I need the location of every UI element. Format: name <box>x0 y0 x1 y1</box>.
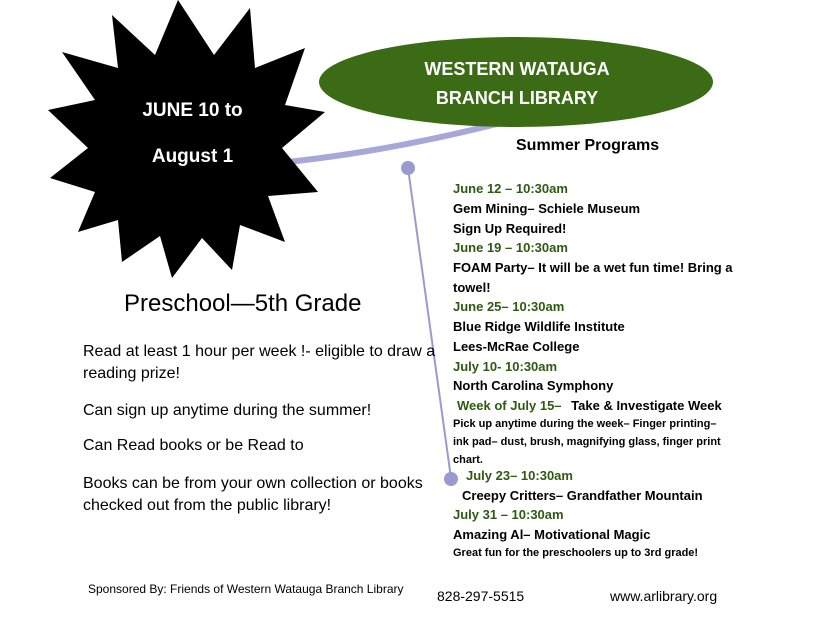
program-line: Blue Ridge Wildlife Institute <box>453 319 625 334</box>
program-date: July 10- 10:30am <box>453 359 558 374</box>
program-line: FOAM Party– It will be a wet fun time! Bring a <box>453 260 733 275</box>
program-date: July 31 – 10:30am <box>453 507 564 522</box>
program-week-header <box>457 398 722 413</box>
rule-reading-hour: Read at least 1 hour per week !- eligible to draw a reading prize! <box>83 343 436 382</box>
grade-heading: Preschool—5th Grade <box>124 290 362 317</box>
program-date: June 12 – 10:30am <box>453 181 568 196</box>
program-title: Take & Investigate Week <box>571 398 722 413</box>
program-line: towel! <box>453 280 491 295</box>
program-date: June 25– 10:30am <box>453 299 565 314</box>
connector-dot-bottom <box>444 472 458 486</box>
connector-dot-top <box>401 161 415 175</box>
program-line: Gem Mining– Schiele Museum <box>453 201 641 216</box>
program-detail: Pick up anytime during the week– Finger printing– <box>453 418 717 430</box>
program-line: Creepy Critters– Grandfather Mountain <box>462 488 703 503</box>
library-name-line2: BRANCH LIBRARY <box>435 88 599 108</box>
program-detail: chart. <box>453 454 483 466</box>
program-line: Amazing Al– Motivational Magic <box>453 527 651 542</box>
lavender-connector <box>408 168 451 478</box>
program-detail: Great fun for the preschoolers up to 3rd grade! <box>453 547 699 559</box>
library-name-line1: WESTERN WATAUGA <box>424 59 610 79</box>
program-date: July 23– 10:30am <box>466 468 573 483</box>
star-date-end: August 1 <box>151 146 234 167</box>
program-detail: ink pad– dust, brush, magnifying glass, finger print <box>453 436 721 448</box>
rule-read-books: Can Read books or be Read to <box>83 437 304 454</box>
black-starburst <box>48 0 325 278</box>
summer-programs-heading: Summer Programs <box>516 137 660 154</box>
rule-sign-up: Can sign up anytime during the summer! <box>83 402 372 419</box>
library-name <box>372 55 662 113</box>
program-line: Sign Up Required! <box>453 221 567 236</box>
program-line: North Carolina Symphony <box>453 378 614 393</box>
phone-number: 828-297-5515 <box>437 588 525 604</box>
program-line: Lees-McRae College <box>453 339 580 354</box>
rule-book-source: Books can be from your own collection or books checked out from the public library! <box>83 475 423 514</box>
website-url: www.arlibrary.org <box>610 588 718 604</box>
star-date-start: JUNE 10 to <box>142 100 243 121</box>
program-date: June 19 – 10:30am <box>453 240 568 255</box>
program-date: Week of July 15– <box>457 398 562 413</box>
sponsor-credit: Sponsored By: Friends of Western Watauga Branch Library <box>88 582 404 596</box>
